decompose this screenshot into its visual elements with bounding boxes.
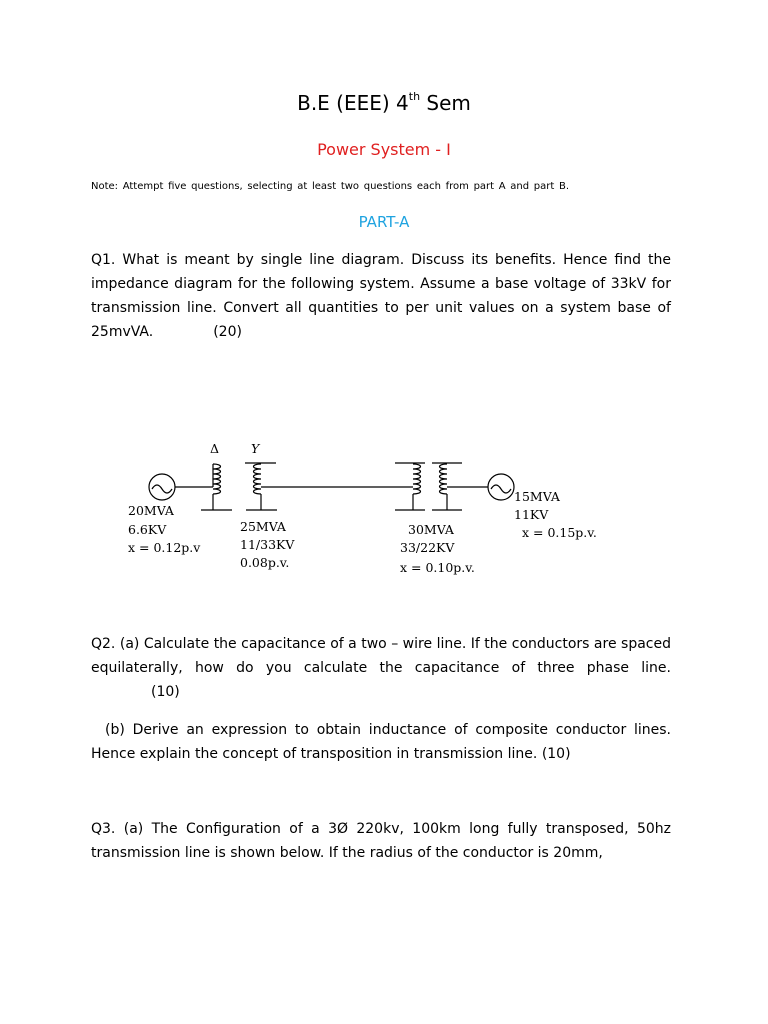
title-main: B.E (EEE) 4 [297,91,409,115]
transformer-2-rating: 30MVA [408,522,454,537]
transformer-1-rating: 25MVA [240,519,286,534]
transformer-1-secondary-coil [254,464,262,494]
generator-2-wave [491,485,511,493]
transformer-1-reactance: 0.08p.v. [240,555,290,570]
star-connection-label: Y [251,441,260,456]
question-2b-marks: (10) [541,746,571,762]
question-2a [91,632,671,704]
question-2b [91,718,671,766]
subject-title: Power System - I [317,140,451,159]
question-2a-marks: (10) [151,684,180,700]
transformer-1-ratio: 11/33KV [240,537,295,552]
generator-1-rating: 20MVA [128,503,174,518]
generator-1-reactance: x = 0.12p.v [128,540,201,555]
question-1-text: Q1. What is meant by single line diagram. Discuss its benefits. Hence find the impedance diagram for the following system. Assume a base voltage of 33kV for transmission line. Convert all quantities to per unit values on a system base of 25mvVA. [91,252,671,340]
generator-1-wave [152,485,172,493]
title-superscript: th [408,90,421,103]
question-2b-text: (b) Derive an expression to obtain inductance of composite conductor lines. Hence explain the concept of transposition in transmission line. [91,722,671,762]
question-1-marks: (20) [213,324,242,340]
title-end: Sem [420,91,471,115]
question-3a-text: Q3. (a) The Configuration of a 3Ø 220kv, 100km long fully transposed, 50hz transmission line is shown below. If the radius of the conductor is 20mm, [91,821,671,861]
question-2a-text: Q2. (a) Calculate the capacitance of a two – wire line. If the conductors are spaced equilaterally, how do you calculate the capacitance of three phase line. [91,636,671,676]
transformer-2-reactance: x = 0.10p.v. [400,560,475,575]
generator-1-voltage: 6.6KV [128,522,167,537]
delta-connection-label: Δ [210,441,220,456]
transformer-2-ratio: 33/22KV [400,540,455,555]
instructions-note: Note: Attempt five questions, selecting at least two questions each from part A and part B. [91,181,569,192]
transformer-1-primary-coil [213,464,221,494]
question-3a [91,817,671,865]
generator-2-rating: 15MVA [514,489,560,504]
generator-2-voltage: 11KV [514,507,549,522]
generator-2-reactance: x = 0.15p.v. [522,525,597,540]
transformer-2-primary-coil [413,464,421,494]
transformer-2-secondary-coil [440,464,448,494]
part-heading: PART-A [358,213,410,231]
